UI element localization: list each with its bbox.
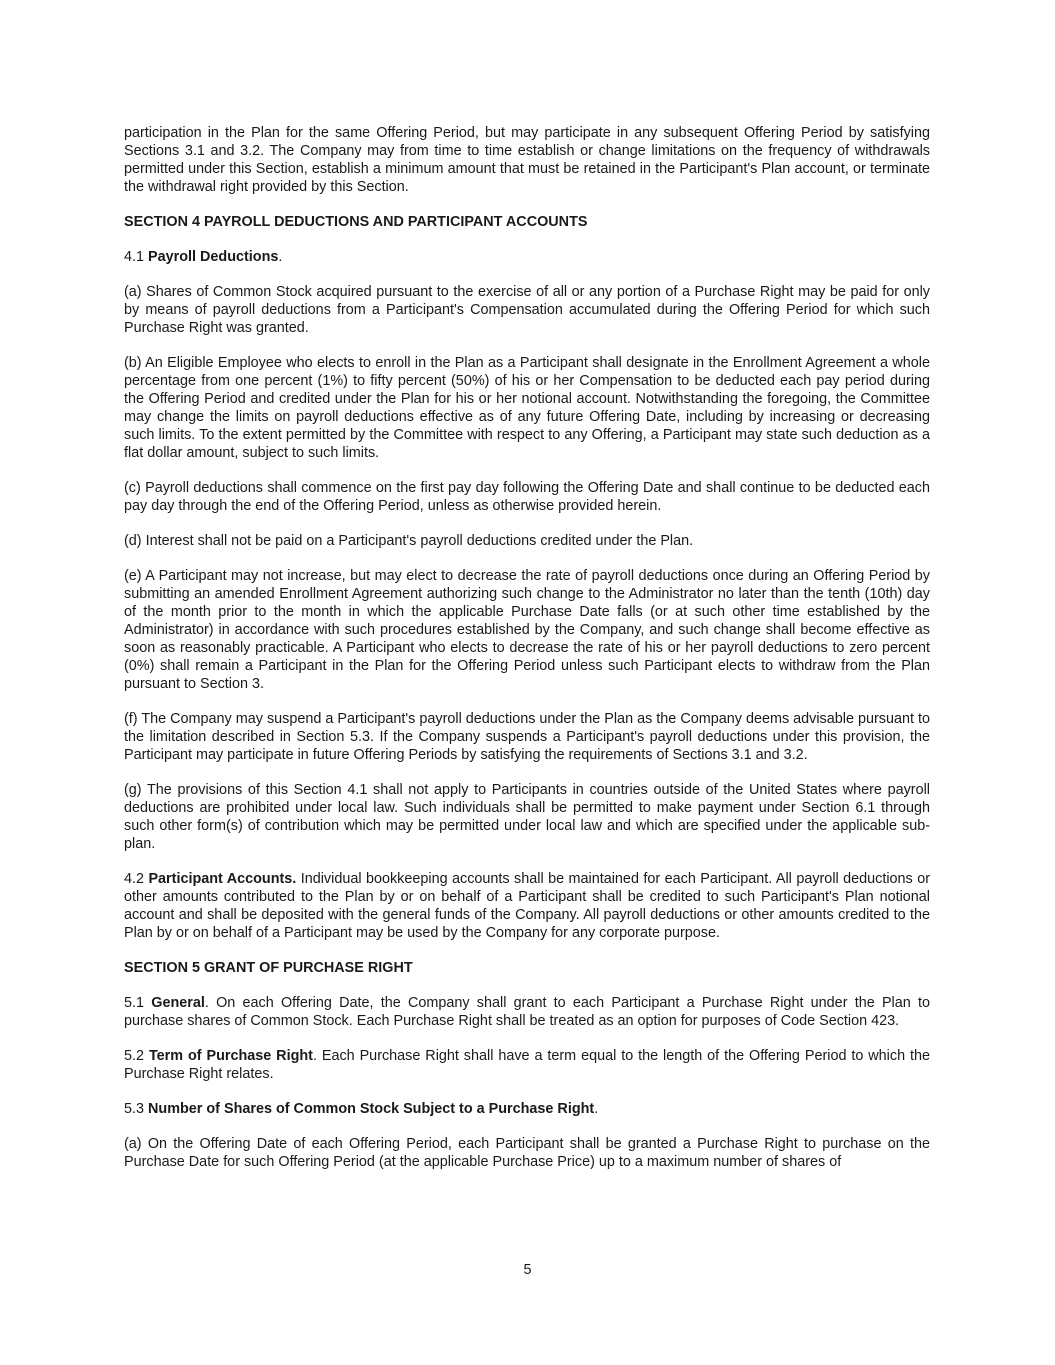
paragraph-4-1-c: (c) Payroll deductions shall commence on the first pay day following the Offering Date and shall continue to be deducted each pay day through the end of the Offering Period, unless as otherwise provided herein. [124,480,930,514]
section-number: 5.1 [124,995,152,1011]
section-body: Individual bookkeeping accounts shall be maintained for each Participant. All payroll deductions or other amounts contributed to the Plan by or on behalf of a Participant shall be credited to such Participant's Plan notional account and shall be deposited with the general funds of the Company. All payroll deductions or other amounts credited to the Plan by or on behalf of a Participant may be used by the Company for any corporate purpose. [124,871,930,941]
document-page [124,124,930,1188]
paragraph-4-1-b: (b) An Eligible Employee who elects to enroll in the Plan as a Participant shall designate in the Enrollment Agreement a whole percentage from one percent (1%) to fifty percent (50%) of his or her Compensation to be deducted each pay period during the Offering Period and credited under the Plan for his or her notional account. Notwithstanding the foregoing, the Committee may change the limits on payroll deductions effective as of any future Offering Date, including by increasing or decreasing such limits. To the extent permitted by the Committee with respect to any Offering, a Participant may state such deduction as a flat dollar amount, subject to such limits. [124,355,930,461]
section-title: Payroll Deductions [148,249,279,265]
section-number: 5.2 [124,1048,149,1064]
paragraph-4-1-a: (a) Shares of Common Stock acquired pursuant to the exercise of all or any portion of a Purchase Right may be paid for only by means of payroll deductions from a Participant's Compensation accumulated during the Offering Period for which such Purchase Right was granted. [124,284,930,336]
section-body: . On each Offering Date, the Company shall grant to each Participant a Purchase Right under the Plan to purchase shares of Common Stock. Each Purchase Right shall be treated as an option for purposes of Code Section 423. [124,995,930,1029]
subsection-5-1 [124,994,930,1030]
section-title: Number of Shares of Common Stock Subject to a Purchase Right [148,1101,595,1117]
section-body: . Each Purchase Right shall have a term equal to the length of the Offering Period to which the Purchase Right relates. [124,1048,930,1082]
section-title: Participant Accounts. [148,871,297,887]
section-title: Term of Purchase Right [148,1048,313,1064]
section-number: 5.3 [124,1101,149,1117]
section-title-tail: . [594,1101,599,1117]
section-5-heading: SECTION 5 GRANT OF PURCHASE RIGHT [124,960,413,976]
paragraph-4-1-g: (g) The provisions of this Section 4.1 shall not apply to Participants in countries outside of the United States where payroll deductions are prohibited under local law. Such individuals shall be permitted to make payment under Section 6.1 through such other form(s) of contribution which may be permitted under local law and which are specified under the applicable sub-plan. [124,782,930,852]
paragraph-4-1-f: (f) The Company may suspend a Participant's payroll deductions under the Plan as the Company deems advisable pursuant to the limitation described in Section 5.3. If the Company suspends a Participant's payroll deductions under this provision, the Participant may participate in future Offering Periods by satisfying the requirements of Sections 3.1 and 3.2. [124,711,930,763]
section-4-heading: SECTION 4 PAYROLL DEDUCTIONS AND PARTICIPANT ACCOUNTS [124,214,588,230]
section-title: General [151,995,205,1011]
section-number: 4.1 [124,249,149,265]
subsection-4-2 [124,870,930,942]
page-number: 5 [523,1262,532,1278]
paragraph-intro: participation in the Plan for the same Offering Period, but may participate in any subsequent Offering Period by satisfying Sections 3.1 and 3.2. The Company may from time to time establish or change limitations on the frequency of withdrawals permitted under this Section, establish a minimum amount that must be retained in the Participant's Plan account, or terminate the withdrawal right provided by this Section. [124,125,930,195]
subsection-4-1-title [124,248,930,266]
section-title-tail: . [278,249,283,265]
paragraph-4-1-d: (d) Interest shall not be paid on a Participant's payroll deductions credited under the Plan. [124,533,694,549]
subsection-5-2 [124,1047,930,1083]
subsection-5-3-title [124,1100,930,1118]
paragraph-4-1-e: (e) A Participant may not increase, but may elect to decrease the rate of payroll deductions once during an Offering Period by submitting an amended Enrollment Agreement authorizing such change to the Administrator no later than the tenth (10th) day of the month prior to the month in which the applicable Purchase Date falls (or at such other time established by the Administrator) in accordance with such procedures established by the Company, and such change shall become effective as soon as reasonably practicable. A Participant who elects to decrease the rate of his or her payroll deductions to zero percent (0%) shall remain a Participant in the Plan for the Offering Period unless such Participant elects to withdraw from the Plan pursuant to Section 3. [124,568,930,692]
section-number: 4.2 [124,871,149,887]
paragraph-5-3-a: (a) On the Offering Date of each Offering Period, each Participant shall be granted a Purchase Right to purchase on the Purchase Date for such Offering Period (at the applicable Purchase Price) up to a maximum number of shares of [124,1136,930,1170]
